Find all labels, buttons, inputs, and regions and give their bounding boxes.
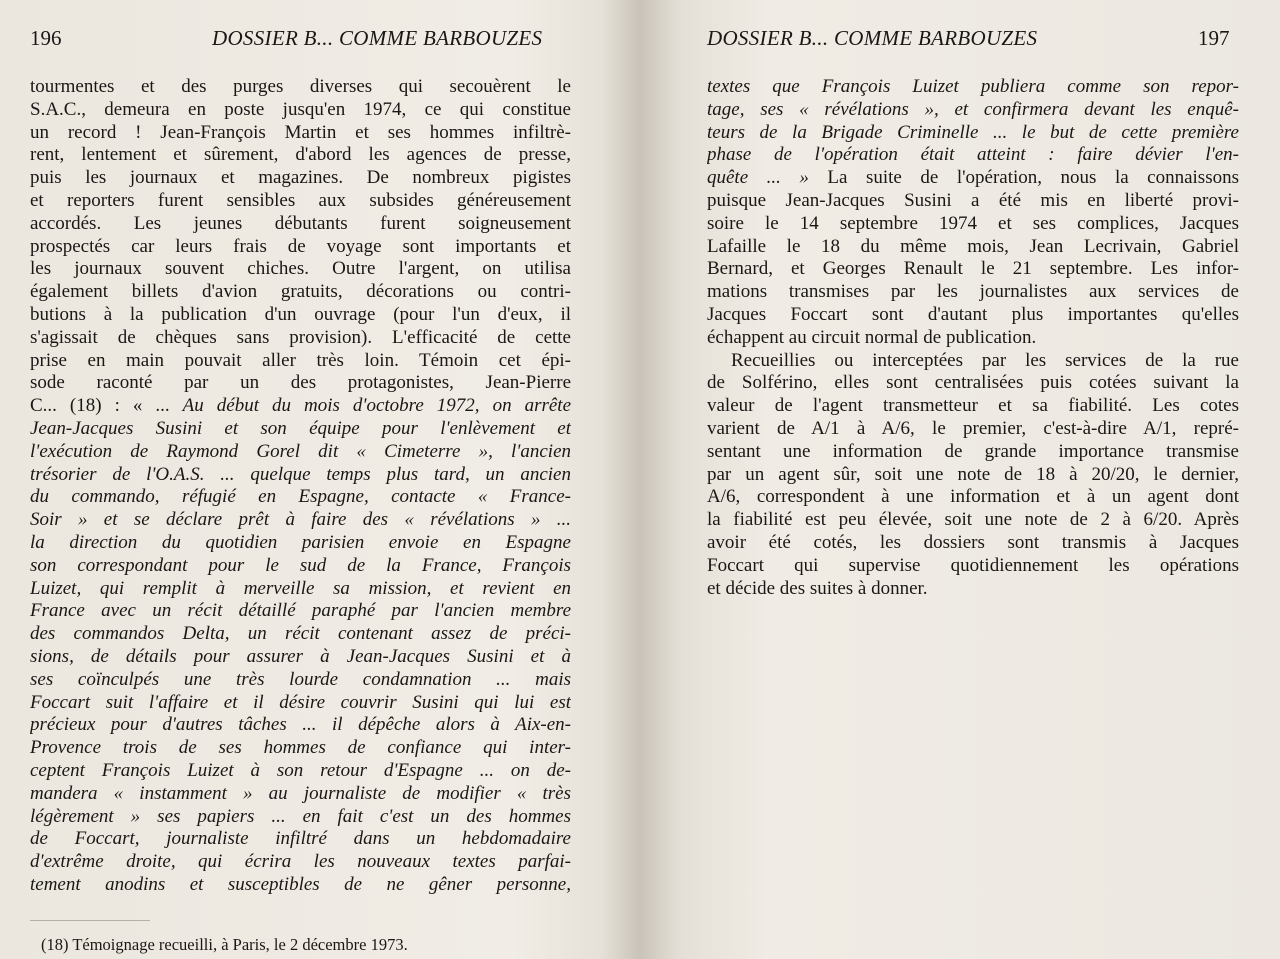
italic-run: teurs de la Brigade Criminelle ... le but de cette première [707,121,1239,143]
text-line [30,236,571,259]
roman-run: accordés. Les jeunes débutants furent soigneusement [30,212,571,234]
page-number: 196 [30,26,62,50]
italic-run: la direction du quotidien parisien envoie en Espagne [30,531,571,553]
italic-run: d'extrême droite, qui écrira les nouveaux textes parfai- [30,851,571,873]
text-line [707,122,1239,145]
italic-run: sions, de détails pour assurer à Jean-Jacques Susini et à [30,645,571,667]
text-line [707,281,1239,304]
roman-run: également billets d'avion gratuits, décorations ou contri- [30,281,571,303]
text-line [30,669,571,692]
italic-run: ses coïnculpés une très lourde condamnation ... mais [30,668,571,690]
text-line [30,190,571,213]
text-line [707,532,1239,555]
roman-run: Lafaille le 18 du même mois, Jean Lecrivain, Gabriel [707,235,1239,257]
roman-run: Foccart qui supervise quotidiennement les opérations [707,554,1239,576]
body-text [30,76,571,897]
italic-run: France avec un récit détaillé paraphé par l'ancien membre [30,600,571,622]
text-line [30,874,571,897]
italic-run: mandera « instamment » au journaliste de modifier « très [30,782,571,804]
text-line [707,372,1239,395]
text-line [30,327,571,350]
text-line [30,578,571,601]
italic-run: précieux pour d'autres tâches ... il dépêche alors à Aix-en- [30,714,571,736]
text-line [707,167,1239,190]
roman-run: échappent au circuit normal de publication. [707,326,1037,348]
text-line [30,395,571,418]
text-line [30,486,571,509]
right-page [660,0,1280,959]
text-line [30,692,571,715]
roman-run: sentant une information de grande importance transmise [707,440,1239,462]
body-text [707,76,1239,600]
running-head: DOSSIER B... COMME BARBOUZES [707,26,1038,50]
roman-run: rent, lentement et sûrement, d'abord les agences de presse, [30,144,571,166]
text-line [30,509,571,532]
text-line [30,623,571,646]
text-line [30,555,571,578]
text-line [707,555,1239,578]
italic-run: légèrement » ses papiers ... en fait c'est un des hommes [30,805,571,827]
text-line [30,646,571,669]
text-line [30,99,571,122]
italic-run: des commandos Delta, un récit contenant assez de préci- [30,623,571,645]
roman-run: les journaux souvent chiches. Outre l'argent, on utilisa [30,258,571,280]
italic-run: Provence trois de ses hommes de confiance qui inter- [30,737,571,759]
text-line [30,350,571,373]
italic-run: du commando, réfugié en Espagne, contacte « France- [30,486,571,508]
text-line [30,213,571,236]
roman-run: puisque Jean-Jacques Susini a été mis en liberté provi- [707,189,1239,211]
text-line [30,76,571,99]
roman-run: La suite de l'opération, nous la connaissons [808,167,1239,189]
italic-run: trésorier de l'O.A.S. ... quelque temps plus tard, un ancien [30,463,571,485]
italic-run: quête ... » [707,167,809,189]
text-line [30,760,571,783]
text-line [30,258,571,281]
italic-run: Jean-Jacques Susini et son équipe pour l'enlèvement et [30,417,571,439]
text-line [707,486,1239,509]
italic-run: Au début du mois d'octobre 1972, on arrête [182,395,571,417]
text-line [707,441,1239,464]
italic-run: Foccart suit l'affaire et il désire couvrir Susini qui lui est [30,691,571,713]
italic-run: ceptent François Luizet à son retour d'Espagne ... on de- [30,759,571,781]
text-line [707,258,1239,281]
text-line [707,213,1239,236]
roman-run: mations transmises par les journalistes aux services de [707,281,1239,303]
text-line [707,76,1239,99]
italic-run: de Foccart, journaliste infiltré dans un hebdomadaire [30,828,571,850]
roman-run: puis les journaux et magazines. De nombreux pigistes [30,167,571,189]
roman-run: Recueillies ou interceptées par les services de la rue [731,349,1239,371]
text-line [30,737,571,760]
roman-run: avoir été cotés, les dossiers sont transmis à Jacques [707,531,1239,553]
text-line [30,281,571,304]
running-head: DOSSIER B... COMME BARBOUZES [212,26,543,50]
text-line [30,167,571,190]
page-number: 197 [1198,26,1230,50]
text-line [707,509,1239,532]
italic-run: tage, ses « révélations », et confirmera devant les enquê- [707,98,1239,120]
roman-run: prospectés car leurs frais de voyage sont importants et [30,235,571,257]
text-line [707,327,1239,350]
roman-run: un record ! Jean-François Martin et ses hommes infiltrè- [30,121,571,143]
roman-run: de Solférino, elles sont centralisées puis cotées suivant la [707,372,1239,394]
left-page [0,0,600,959]
roman-run: et reporters furent sensibles aux subsides généreusement [30,189,571,211]
roman-run: tourmentes et des purges diverses qui secouèrent le [30,76,571,97]
roman-run: par un agent sûr, soit une note de 18 à 20/20, le dernier, [707,463,1239,485]
roman-run: s'agissait de chèques sans provision). L'efficacité de cette [30,326,571,348]
text-line [30,464,571,487]
text-line [30,304,571,327]
text-line [707,236,1239,259]
roman-run: butions à la publication d'un ouvrage (pour l'un d'eux, il [30,303,571,325]
footnote: (18) Témoignage recueilli, à Paris, le 2 décembre 1973. [41,935,408,954]
text-line [707,144,1239,167]
text-line [30,714,571,737]
roman-run: valeur de l'agent transmetteur et sa fiabilité. Les cotes [707,395,1239,417]
text-line [707,395,1239,418]
roman-run: Jacques Foccart sont d'autant plus importantes qu'elles [707,303,1239,325]
text-line [30,600,571,623]
roman-run: soire le 14 septembre 1974 et ses complices, Jacques [707,212,1239,234]
roman-run: C... (18) : « ... [30,395,183,417]
text-line [707,190,1239,213]
italic-run: l'exécution de Raymond Gorel dit « Cimeterre », l'ancien [30,440,571,462]
italic-run: Soir » et se déclare prêt à faire des « révélations » ... [30,509,571,531]
text-line [707,99,1239,122]
roman-run: varient de A/1 à A/6, le premier, c'est-à-dire A/1, repré- [707,417,1239,439]
roman-run: la fiabilité est peu élevée, soit une note de 2 à 6/20. Après [707,509,1239,531]
text-line [707,578,1239,601]
roman-run: Bernard, et Georges Renault le 21 septembre. Les infor- [707,258,1239,280]
footnote-separator [30,920,150,921]
text-line [30,372,571,395]
roman-run: A/6, correspondent à une information et à un agent dont [707,486,1239,508]
roman-run: S.A.C., demeura en poste jusqu'en 1974, ce qui constitue [30,98,571,120]
text-line [30,783,571,806]
text-line [707,350,1239,373]
italic-run: son correspondant pour le sud de la France, François [30,554,571,576]
text-line [30,441,571,464]
italic-run: textes que François Luizet publiera comme son repor- [707,76,1239,97]
roman-run: prise en main pouvait aller très loin. Témoin cet épi- [30,349,571,371]
italic-run: tement anodins et susceptibles de ne gêner personne, [30,873,571,895]
text-line [30,828,571,851]
text-line [30,532,571,555]
text-line [707,418,1239,441]
text-line [30,851,571,874]
text-line [707,304,1239,327]
roman-run: et décide des suites à donner. [707,577,928,599]
text-line [30,144,571,167]
text-line [707,464,1239,487]
roman-run: sode raconté par un des protagonistes, Jean-Pierre [30,372,571,394]
text-line [30,122,571,145]
text-line [30,418,571,441]
italic-run: phase de l'opération était atteint : faire dévier l'en- [707,144,1239,166]
italic-run: Luizet, qui remplit à merveille sa mission, et revient en [30,577,571,599]
text-line [30,806,571,829]
